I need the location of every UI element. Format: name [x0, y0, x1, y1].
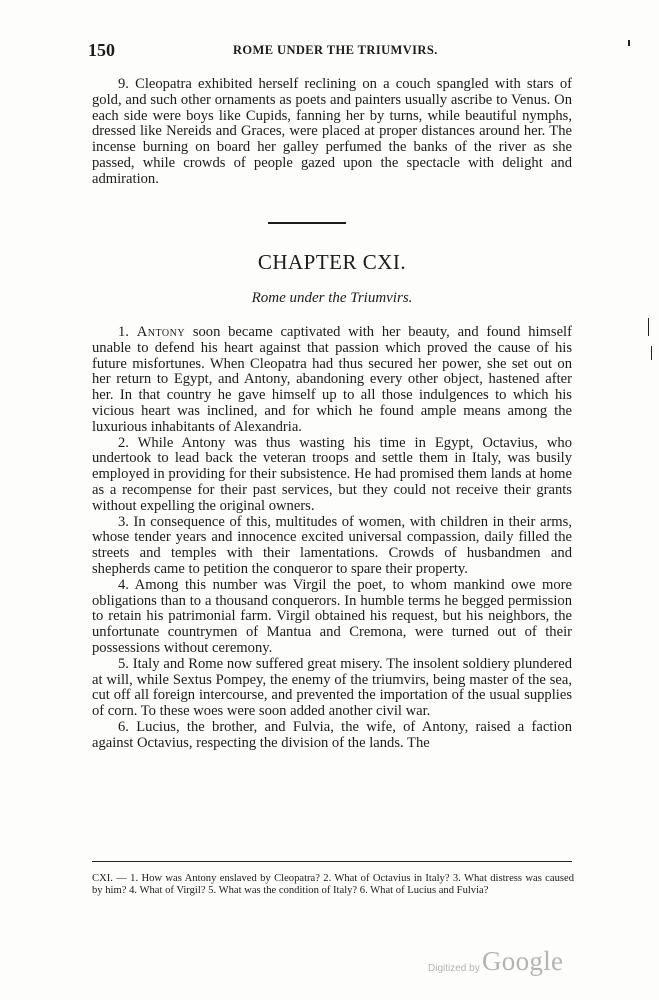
paragraph-1-text: soon became captivated with her beauty, and found himself unable to defend his heart against that passion which proved the cause of his future misfortunes. When Cleopatra had thus secured her power, she set out on her return to Egypt, and Antony, abandoning every other object, hastened after her. In that country he gave himself up to all those indulgences to which his vicious heart was inclined, and for which he found ample means among the luxurious inhabitants of Alexandria.: [92, 324, 572, 435]
intro-paragraph: 9. Cleopatra exhibited herself reclining on a couch spangled with stars of gold, and such other ornaments as poets and painters usually ascribe to Venus. On each side were boys like Cupids, fanning her by turns, while beautiful nymphs, dressed like Nereids and Graces, were placed at proper distances around her. The incense burning on board her galley perfumed the banks of the river as she passed, while crowds of people gazed upon the spectacle with delight and admiration.: [92, 76, 572, 187]
chapter-subtitle: Rome under the Triumvirs.: [251, 290, 413, 306]
paragraph-2: 2. While Antony was thus wasting his time in Egypt, Octavius, who undertook to lead back the veteran troops and settle them in Italy, was busily employed in providing for their subsistence. He had promised them lands at home as a recompense for their past services, but they could not receive their grants without expelling the original owners.: [92, 434, 572, 514]
paragraph-1: [92, 325, 572, 436]
paragraph-6: 6. Lucius, the brother, and Fulvia, the wife, of Antony, raised a faction against Octavius, respecting the division of the lands. The: [92, 718, 572, 751]
google-logo: Google: [482, 946, 564, 976]
margin-mark: [628, 40, 630, 46]
page-number: 150: [88, 40, 115, 60]
paragraph-5: 5. Italy and Rome now suffered great misery. The insolent soldiery plundered at will, while Sextus Pompey, the enemy of the triumvirs, being master of the sea, cut off all foreign intercourse, and prevented the importation of the usual supplies of corn. To these woes were soon added another civil war.: [92, 655, 572, 720]
section-divider: [268, 222, 346, 224]
margin-mark: [648, 318, 649, 336]
digitized-watermark: [428, 946, 588, 980]
paragraph-1-lead: Antony: [136, 324, 186, 340]
footnote-divider: [92, 861, 572, 862]
running-title: ROME UNDER THE TRIUMVIRS.: [233, 43, 438, 57]
paragraph-3: 3. In consequence of this, multitudes of women, with children in their arms, whose tender years and innocence excited universal compassion, daily filled the streets and temples with their lamentations. Crowds of husbandmen and shepherds came to petition the conqueror to spare their property.: [92, 513, 572, 577]
margin-mark: [651, 346, 652, 360]
paragraph-1-number: 1.: [118, 324, 129, 340]
paragraph-4: 4. Among this number was Virgil the poet, to whom mankind owe more obligations than to a thousand conquerors. In humble terms he begged permission to retain his patrimonial farm. Virgil obtained his request, but his neighbors, the unfortunate countrymen of Mantua and Cremona, were turned out of their possessions without ceremony.: [92, 576, 572, 656]
chapter-body: [92, 325, 572, 752]
watermark-prefix: Digitized by: [428, 963, 480, 974]
footnote-questions: CXI. — 1. How was Antony enslaved by Cleopatra? 2. What of Octavius in Italy? 3. What distress was caused by him? 4. What of Virgil? 5. What was the condition of Italy? 6. What of Lucius and Fulvia?: [92, 873, 574, 896]
chapter-title: CHAPTER CXI.: [257, 250, 407, 274]
page-header: [88, 40, 568, 66]
intro-section: [92, 77, 572, 188]
